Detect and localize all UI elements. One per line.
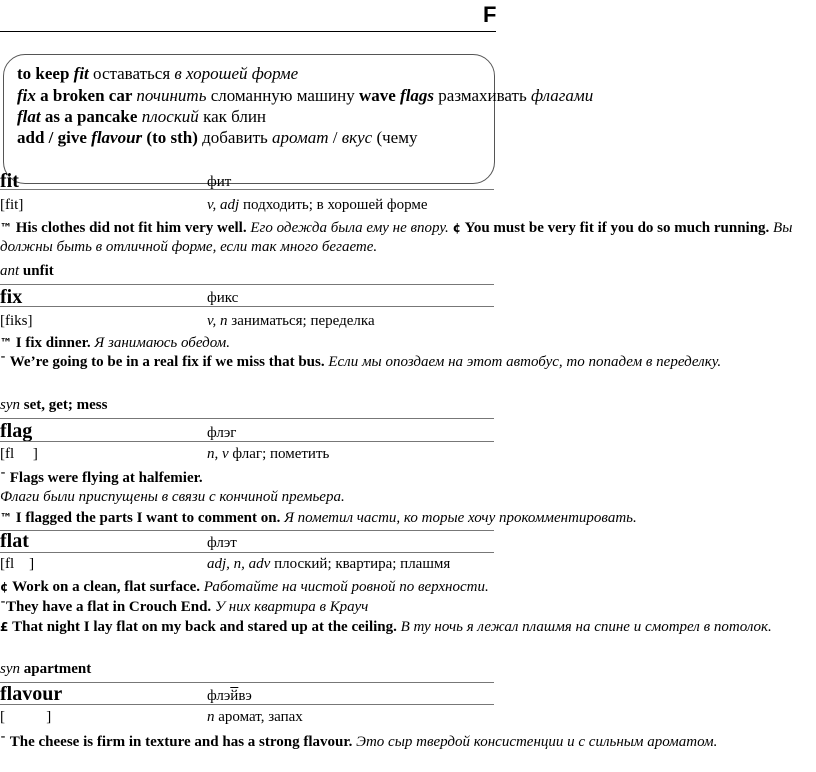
phrase-line-3: [17, 107, 266, 127]
reading-flavour: флэйвэ: [207, 688, 252, 704]
example-flavour-1: ˉ The cheese is firm in texture and has a strong flavour. Это сыр твердой консистенции и с сильным ароматом.: [0, 734, 718, 750]
transcription-flag: [fl ]: [0, 446, 38, 462]
headword-fix: fix: [0, 286, 23, 308]
phrase-line-2: [17, 86, 593, 106]
example-fix-2: ˉ We’re going to be in a real fix if we miss that bus. Если мы опоздаем на этот автобус, то попадем в переделку.: [0, 354, 722, 370]
example-flat-1: ¢ Work on a clean, flat surface. Работайте на чистой ровной по верхности.: [0, 579, 489, 595]
example-flag-1: ˉ Flags were flying at halfemier. Флаги были приспущены в связи с кончиной премьера.: [0, 470, 345, 505]
entry-rule: [0, 284, 494, 285]
phrase-text: оставаться: [88, 64, 175, 83]
phrase-line-1: [17, 64, 298, 84]
entry-rule: [0, 704, 494, 705]
phrase-text: flat: [17, 107, 41, 126]
phrase-text: флагами: [530, 86, 594, 105]
example-flag-2: ™ I flagged the parts I want to comment on. Я пометил части, ко торые хочу прокомментировать.: [0, 510, 637, 526]
phrase-text: размахивать: [434, 86, 531, 105]
phrase-text: добавить: [197, 128, 273, 147]
page-letter: F: [483, 2, 497, 27]
headword-flat: flat: [0, 530, 29, 552]
phrase-text: как блин: [198, 107, 267, 126]
entry-rule: [0, 441, 494, 442]
header-rule: [0, 31, 496, 32]
relation-fit: ant unfit: [0, 263, 54, 279]
definition-fit: v, adj подходить; в хорошей форме: [207, 197, 428, 213]
example-flat-3: £ That night I lay flat on my back and stared up at the ceiling. В ту ночь я лежал плашмя на спине и смотрел в потолок.: [0, 619, 772, 635]
examples-fit: ™ His clothes did not fit him very well. Его одежда была ему не впору. ¢ You must be very fit if you do so much running. Вы должны быть в отличной форме, если так много бегаете.: [0, 220, 793, 255]
transcription-flat: [fl ]: [0, 556, 35, 572]
phrase-text: flags: [400, 86, 435, 105]
entry-rule: [0, 682, 494, 683]
relation-fix: syn set, get; mess: [0, 397, 108, 413]
transcription-flavour: [ ]: [0, 709, 52, 725]
reading-fit: фит: [207, 174, 232, 190]
definition-flavour: n аромат, запах: [207, 709, 303, 725]
phrase-text: (to sth): [142, 128, 198, 147]
phrase-text: /: [328, 128, 342, 147]
example-fix-1: ™ I fix dinner. Я занимаюсь обедом.: [0, 335, 230, 351]
entry-rule: [0, 418, 494, 419]
phrase-line-4: [17, 128, 417, 148]
phrase-text: плоский: [141, 107, 199, 126]
entry-rule: [0, 530, 494, 531]
reading-flag: флэг: [207, 425, 237, 441]
phrase-text: аромат: [272, 128, 329, 147]
headword-fit: fit: [0, 170, 19, 192]
relation-flat: syn apartment: [0, 661, 92, 677]
phrase-text: fit: [73, 64, 89, 83]
phrase-text: сломанную машину: [206, 86, 359, 105]
headword-flavour: flavour: [0, 683, 63, 705]
phrase-text: to keep: [17, 64, 74, 83]
phrase-text: a broken car: [35, 86, 137, 105]
phrase-text: вкус: [341, 128, 373, 147]
reading-fix: фикс: [207, 290, 239, 306]
definition-flag: n, v флаг; пометить: [207, 446, 330, 462]
entry-rule: [0, 306, 494, 307]
example-flat-2: ˉThey have a flat in Crouch End. У них квартира в Крауч: [0, 599, 369, 615]
phrase-text: wave: [358, 86, 401, 105]
reading-flat: флэт: [207, 535, 237, 551]
definition-fix: v, n заниматься; переделка: [207, 313, 375, 329]
phrase-text: flavour: [91, 128, 143, 147]
transcription-fit: [fit]: [0, 197, 24, 213]
entry-rule: [0, 189, 494, 190]
entry-rule: [0, 552, 494, 553]
phrase-text: в хорошей форме: [174, 64, 299, 83]
transcription-fix: [fiks]: [0, 313, 33, 329]
phrase-text: fix: [17, 86, 36, 105]
phrase-text: as a pancake: [40, 107, 142, 126]
phrase-text: (чему: [372, 128, 418, 147]
phrase-text: починить: [136, 86, 207, 105]
phrase-text: add / give: [17, 128, 92, 147]
definition-flat: adj, n, adv плоский; квартира; плашмя: [207, 556, 451, 572]
headword-flag: flag: [0, 420, 33, 442]
